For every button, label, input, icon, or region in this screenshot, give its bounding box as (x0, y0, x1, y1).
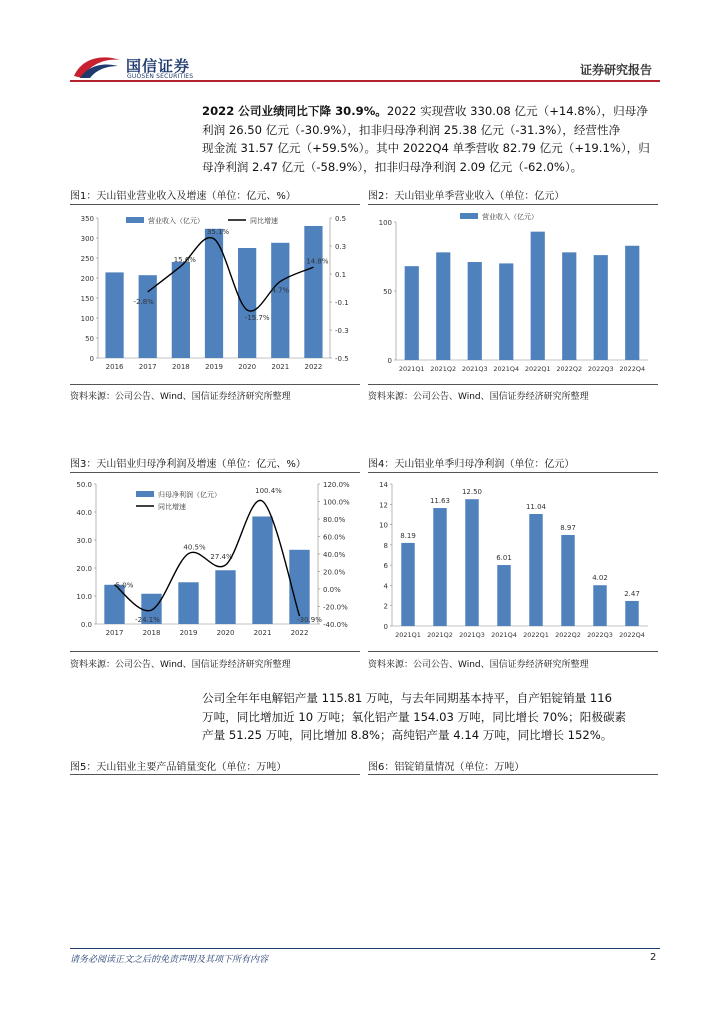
production-line: 万吨，同比增加近 10 万吨；氧化铝产量 154.03 万吨，同比增长 70%；阳极碳素 (202, 709, 627, 724)
summary-lead: 2022 公司业绩同比下降 30.9%。 (202, 104, 387, 118)
x-tick-label: 2022 (290, 629, 309, 637)
y-tick-label: 0 (387, 357, 392, 365)
bar (401, 543, 414, 626)
bar (594, 255, 608, 360)
y-tick-label: 30.0 (76, 537, 92, 545)
y-tick-label: 20.0 (76, 565, 92, 573)
bar (271, 243, 289, 358)
bar (497, 565, 510, 626)
bar (531, 232, 545, 360)
y2-tick-label: 120.0% (323, 481, 350, 489)
footer-disclaimer: 请务必阅读正文之后的免责声明及其项下所有内容 (70, 955, 269, 965)
summary-line: 利润 26.50 亿元（-30.9%），扣非归母净利润 25.38 亿元（-31.3%），经营性净 (202, 122, 621, 137)
fig1-title: 图1：天山铝业营业收入及增速（单位：亿元、%） (70, 191, 296, 202)
y2-tick-label: 60.0% (323, 533, 346, 542)
summary-line: 现金流 31.57 亿元（+59.5%）。其中 2022Q4 单季营收 82.79 亿元（+19.1%），归 (202, 141, 650, 155)
fig6-title: 图6：铝锭销量情况（单位：万吨） (368, 762, 525, 773)
y-tick-label: 10 (379, 521, 388, 530)
y-tick-label: 12 (379, 501, 388, 510)
fig2-title: 图2：天山铝业单季营业收入（单位：亿元） (368, 191, 565, 202)
x-tick-label: 2021Q2 (430, 365, 457, 373)
data-label: 2.47 (624, 589, 640, 598)
x-tick-label: 2022 (304, 363, 323, 371)
x-tick-label: 2019 (179, 629, 198, 637)
growth-label: 100.4% (255, 487, 282, 496)
guosen-logo-mark (72, 52, 124, 80)
growth-label: 5.0% (115, 581, 134, 590)
bar (172, 262, 190, 358)
bar (405, 266, 419, 360)
growth-label: 27.4% (210, 553, 233, 562)
production-paragraph (202, 689, 662, 745)
x-tick-label: 2021Q4 (493, 365, 520, 373)
y2-tick-label: -0.5 (335, 355, 349, 363)
y-tick-label: 50 (85, 335, 94, 343)
x-tick-label: 2021Q2 (427, 631, 453, 639)
bar (215, 570, 235, 624)
logo-text-cn: 国信证券 (126, 57, 191, 75)
growth-label: 15.6% (173, 256, 196, 265)
fig4-source: 资料来源：公司公告、Wind、国信证券经济研究所整理 (368, 660, 589, 670)
bar (304, 226, 322, 358)
bar (625, 246, 639, 360)
legend-label: 营业收入（亿元） (482, 213, 538, 221)
report-type: 证券研究报告 (580, 63, 653, 77)
production-line: 公司全年年电解铝产量 115.81 万吨，与去年同期基本持平，自产铝锭销量 116 (202, 691, 612, 705)
y2-tick-label: 0.5 (335, 215, 347, 223)
y2-tick-label: -0.1 (335, 299, 349, 307)
data-label: 11.04 (525, 503, 547, 512)
y2-tick-label: -0.3 (335, 327, 349, 335)
y-tick-label: 350 (80, 215, 94, 223)
page-number: 2 (650, 952, 657, 963)
summary-line: 2022 实现营收 330.08 亿元（+14.8%），归母净 (386, 104, 648, 118)
y2-tick-label: 40.0% (323, 551, 346, 559)
growth-label: -30.9% (297, 616, 322, 625)
y2-tick-label: 0.3 (335, 243, 347, 251)
x-tick-label: 2021Q1 (398, 365, 425, 373)
x-tick-label: 2022Q3 (587, 631, 613, 639)
x-tick-label: 2021 (271, 363, 290, 371)
bar (436, 252, 450, 360)
y-tick-label: 2 (383, 602, 388, 611)
growth-label: -24.1% (135, 616, 160, 625)
legend-swatch-bar (126, 217, 144, 223)
bar (499, 263, 513, 360)
x-tick-label: 2020 (238, 363, 257, 371)
x-tick-label: 2022Q4 (619, 365, 646, 373)
bar (562, 252, 576, 360)
y-tick-label: 10.0 (76, 593, 92, 601)
production-line: 产量 51.25 万吨，同比增加 8.8%；高纯铝产量 4.14 万吨，同比增长 152%。 (202, 728, 613, 742)
bar (238, 248, 256, 358)
fig5-title: 图5：天山铝业主要产品销量变化（单位：万吨） (70, 762, 287, 773)
summary-paragraph (202, 102, 662, 176)
fig4-title: 图4：天山铝业单季归母净利润（单位：亿元） (368, 459, 575, 470)
fig1-chart (70, 208, 360, 380)
data-label: 4.02 (592, 574, 608, 583)
bar (529, 514, 542, 626)
growth-label: 35.1% (206, 227, 230, 236)
x-tick-label: 2019 (205, 363, 223, 371)
bar (561, 535, 574, 626)
x-tick-label: 2016 (105, 363, 124, 371)
y-tick-label: 250 (80, 255, 94, 263)
y2-tick-label: 0.0% (323, 586, 341, 594)
bar (468, 262, 482, 360)
bar (593, 585, 606, 626)
footer-divider (70, 948, 660, 949)
bar (433, 508, 446, 626)
x-tick-label: 2022Q1 (523, 631, 549, 639)
y-tick-label: 4 (383, 582, 388, 591)
legend-label: 营业收入（亿元） (148, 217, 204, 225)
x-tick-label: 2022Q2 (556, 365, 583, 373)
bar (252, 516, 272, 624)
x-tick-label: 2021Q4 (491, 631, 517, 639)
header-divider (70, 80, 660, 82)
y-tick-label: 50.0 (76, 481, 92, 489)
summary-line: 母净利润 2.47 亿元（-58.9%），扣非归母净利润 2.09 亿元（-62.0%）。 (202, 159, 583, 174)
y-tick-label: 200 (80, 275, 94, 283)
legend-label: 同比增速 (250, 217, 278, 225)
y2-tick-label: 100.0% (323, 498, 350, 507)
y-tick-label: 0 (383, 623, 388, 631)
x-tick-label: 2022Q1 (524, 365, 551, 373)
y-tick-label: 40.0 (76, 509, 92, 517)
fig4-chart (368, 476, 658, 648)
y-tick-label: 0 (89, 355, 94, 363)
y-tick-label: 0.0 (80, 621, 92, 629)
x-tick-label: 2022Q3 (587, 365, 614, 373)
y-tick-label: 100 (80, 315, 94, 323)
data-label: 12.50 (461, 488, 483, 497)
y2-tick-label: 80.0% (323, 516, 346, 524)
fig2-chart (368, 208, 658, 380)
y-tick-label: 50 (383, 288, 392, 296)
data-label: 8.97 (560, 524, 576, 533)
bar (178, 582, 198, 624)
data-label: 8.19 (400, 531, 416, 540)
x-tick-label: 2020 (216, 629, 235, 637)
x-tick-label: 2018 (142, 629, 161, 637)
legend-label: 归母净利润（亿元） (158, 491, 221, 499)
fig3-chart (70, 476, 360, 648)
x-tick-label: 2017 (105, 629, 124, 637)
logo-text-en: GUOSEN SECURITIES (127, 73, 194, 80)
bar (105, 272, 123, 358)
data-label: 6.01 (496, 554, 512, 563)
x-tick-label: 2021Q3 (461, 365, 488, 373)
y-tick-label: 300 (80, 235, 94, 243)
growth-label: -2.8% (133, 297, 154, 306)
fig2-source: 资料来源：公司公告、Wind、国信证券经济研究所整理 (368, 392, 589, 402)
y2-tick-label: 0.1 (335, 271, 347, 279)
y-tick-label: 6 (383, 562, 388, 571)
y2-tick-label: -40.0% (323, 621, 348, 629)
bar (465, 499, 478, 626)
x-tick-label: 2018 (171, 363, 190, 371)
x-tick-label: 2021Q1 (395, 631, 421, 639)
legend-swatch-bar (460, 213, 478, 219)
y-tick-label: 14 (379, 481, 388, 489)
fig1-source: 资料来源：公司公告、Wind、国信证券经济研究所整理 (70, 392, 291, 402)
growth-label: -15.7% (244, 313, 270, 322)
fig3-source: 资料来源：公司公告、Wind、国信证券经济研究所整理 (70, 660, 291, 670)
x-tick-label: 2021Q3 (459, 631, 485, 639)
growth-label: 4.7% (271, 286, 290, 295)
x-tick-label: 2017 (138, 363, 157, 371)
x-tick-label: 2022Q2 (555, 631, 581, 639)
growth-label: 40.5% (183, 543, 206, 552)
y2-tick-label: -20.0% (323, 603, 348, 612)
fig3-title: 图3：天山铝业归母净利润及增速（单位：亿元、%） (70, 459, 306, 470)
data-label: 11.63 (429, 497, 451, 506)
y-tick-label: 150 (80, 295, 94, 303)
y-tick-label: 100 (378, 219, 392, 227)
legend-swatch-bar (136, 491, 154, 497)
y-tick-label: 8 (383, 541, 388, 550)
growth-label: 14.8% (306, 257, 329, 266)
legend-label: 同比增速 (158, 503, 186, 511)
y2-tick-label: 20.0% (323, 568, 346, 577)
bar (625, 601, 638, 626)
x-tick-label: 2022Q4 (619, 631, 645, 639)
x-tick-label: 2021 (253, 629, 272, 637)
